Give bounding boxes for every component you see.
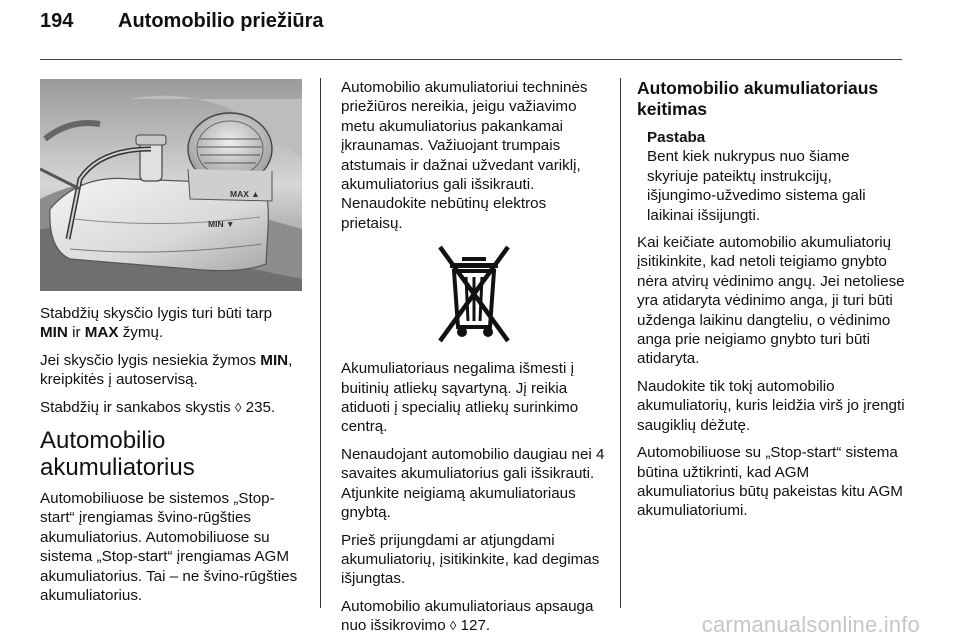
crossed-bin-icon <box>436 241 512 345</box>
paragraph: Automobiliuose su „Stop-start“ sistema būtina užtikrinti, kad AGM akumuliatorius būtų pakeistas kitu AGM akumuliatoriumi. <box>637 444 903 520</box>
page-header <box>40 10 324 33</box>
column-divider <box>620 78 621 608</box>
reference-arrow-icon: ◊ <box>449 618 457 634</box>
note-title: Pastaba <box>647 129 706 146</box>
column-divider <box>320 78 321 608</box>
paragraph: Kai keičiate automobilio akumuliatorių įsitikinkite, kad netoli teigiamo gnybto nėra atvirų vėdinimo angų. Jei netoliese yra atidaryta vėdinimo anga, ji turi būti uždenga laikinu dangteliu, o vėdinimo anga prie neigiamo gnybto turi būti atidaryta. <box>637 234 905 368</box>
paragraph: Prieš prijungdami ar atjungdami akumuliatorių, įsitikinkite, kad degimas išjungtas. <box>341 531 600 588</box>
cross-reference: Automobilio akumuliatoriaus apsauga nuo išsikrovimo ◊ 127. <box>341 597 594 635</box>
paragraph: Nenaudojant automobilio daugiau nei 4 savaites akumuliatorius gali išsikrauti. Atjunkite neigiamą akumuliatoriaus gnybtą. <box>341 445 605 522</box>
min-mark-label: MIN ▼ <box>208 219 235 229</box>
note-body: Bent kiek nukrypus nuo šiame skyriuje pateiktų instrukcijų, išjungimo-užvedimo sistema gali laikinai išsijungti. <box>647 148 866 224</box>
page-number: 194 <box>40 10 74 32</box>
watermark: carmanualsonline.info <box>701 612 920 637</box>
brake-fluid-reservoir-photo <box>40 79 302 291</box>
section-heading: Automobilio akumuliatoriaus keitimas <box>637 78 879 119</box>
reference-arrow-icon: ◊ <box>235 399 242 415</box>
paragraph: Jei skysčio lygis nesiekia žymos MIN, kreipkitės į autoservisą. <box>40 351 293 389</box>
paragraph: Naudokite tik tokį automobilio akumuliatorių, kuris leidžia virš jo įrengti saugiklių dėžutę. <box>637 377 905 434</box>
paragraph: Automobiliuose be sistemos „Stop-start“ įrengiamas švino-rūgšties akumuliatorius. Automobiliuose su sistema „Stop-start“ įrengiamas AGM akumuliatorius. Tai – ne švino-rūgšties akumuliatorius. <box>40 490 298 605</box>
column-left <box>40 304 308 613</box>
cross-reference: Stabdžių ir sankabos skystis ◊ 235. <box>40 398 276 416</box>
note-box <box>647 128 905 225</box>
paragraph: Akumuliatoriaus negalima išmesti į buitinių atliekų sąvartyną. Jį reikia atiduoti į specialių atliekų surinkimo centrą. <box>341 360 579 436</box>
photo-caption: Stabdžių skysčio lygis turi būti tarp MIN ir MAX žymų. <box>40 305 273 342</box>
section-heading: Automobilio akumuliatorius <box>40 427 195 482</box>
page-title: Automobilio priežiūra <box>118 10 324 32</box>
max-mark-label: MAX ▲ <box>230 189 260 199</box>
column-right <box>637 78 905 529</box>
header-rule <box>40 59 902 60</box>
paragraph: Automobilio akumuliatoriui techninės priežiūros nereikia, jeigu važiavimo metu akumuliatorius pakankamai įkraunamas. Važiuojant trumpais atstumais ir dažnai užvedant variklį, akumuliatorius gali išsikrauti. Nenaudokite nebūtinų elektros prietaisų. <box>341 79 588 232</box>
column-middle <box>341 78 606 644</box>
